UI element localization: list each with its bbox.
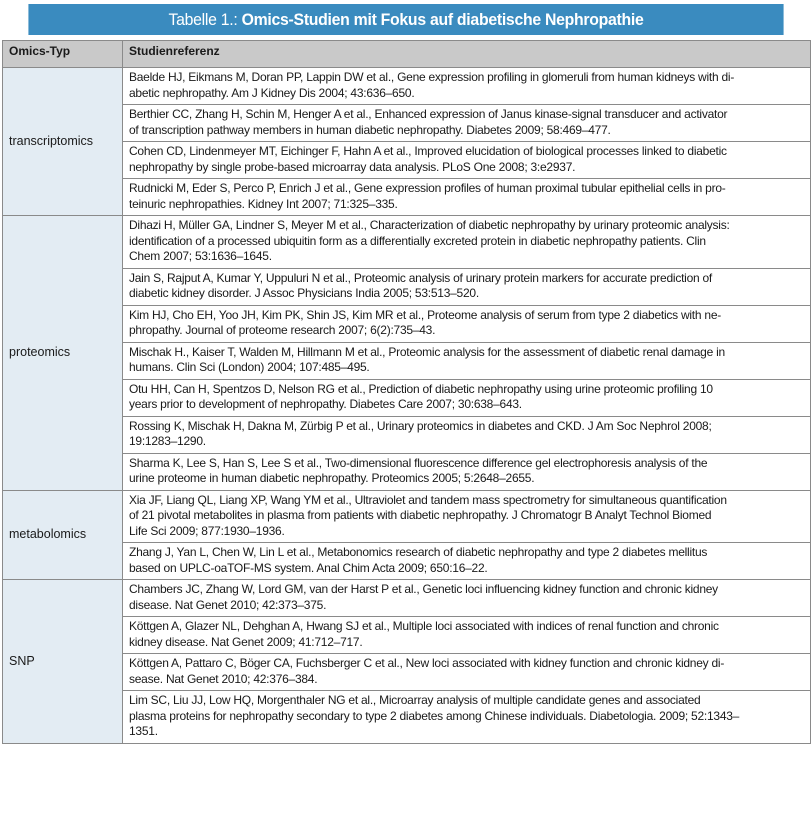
table-row (3, 543, 811, 580)
study-reference-cell (123, 490, 811, 543)
reference-line: sease. Nat Genet 2010; 42:376–384. (129, 671, 318, 686)
reference-line: Cohen CD, Lindenmeyer MT, Eichinger F, Hahn A et al., Improved elucidation of biological processes linked to diabetic (129, 144, 727, 158)
reference-line: kidney disease. Nat Genet 2009; 41:712–717. (129, 634, 363, 649)
reference-line: Mischak H., Kaiser T, Walden M, Hillmann M et al., Proteomic analysis for the assessment of diabetic renal damage in (129, 344, 725, 359)
reference-line: identification of a processed ubiquitin form as a differentially excreted protein in diabetic nephropathy patients. Clin (129, 233, 706, 248)
table-row (3, 268, 811, 305)
reference-line: Chem 2007; 53:1636–1645. (129, 249, 272, 263)
study-reference-cell (123, 453, 811, 490)
study-reference-cell (123, 305, 811, 342)
reference-line: of 21 pivotal metabolites in plasma from patients with diabetic nephropathy. J Chromatogr B Analyt Technol Biomed (129, 508, 712, 522)
reference-line: Dihazi H, Müller GA, Lindner S, Meyer M et al., Characterization of diabetic nephropathy by urinary proteomic analysis: (129, 218, 730, 232)
reference-line: Otu HH, Can H, Spentzos D, Nelson RG et al., Prediction of diabetic nephropathy using urine proteomic profiling 10 (129, 381, 713, 396)
reference-line: Köttgen A, Pattaro C, Böger CA, Fuchsberger C et al., New loci associated with kidney function and chronic kidney di- (129, 656, 725, 670)
header-omics-type: Omics-Typ (3, 41, 123, 68)
reference-line: humans. Clin Sci (London) 2004; 107:485–495. (129, 360, 370, 374)
study-reference-cell (123, 543, 811, 580)
reference-line: Lim SC, Liu JJ, Low HQ, Morgenthaler NG et al., Microarray analysis of multiple candidate genes and associated (129, 693, 701, 707)
reference-line: based on UPLC-oaTOF-MS system. Anal Chim Acta 2009; 650:16–22. (129, 560, 488, 575)
reference-line: diabetic kidney disorder. J Assoc Physicians India 2005; 53:513–520. (129, 286, 479, 300)
study-reference-cell (123, 654, 811, 691)
table-row (3, 216, 811, 269)
reference-line: abetic nephropathy. Am J Kidney Dis 2004; 43:636–650. (129, 85, 415, 100)
reference-line: Berthier CC, Zhang H, Schin M, Henger A et al., Enhanced expression of Janus kinase-signal transducer and activator (129, 107, 728, 121)
reference-line: 19:1283–1290. (129, 434, 206, 448)
study-reference-cell (123, 379, 811, 416)
study-reference-cell (123, 68, 811, 105)
reference-line: Rossing K, Mischak H, Dakna M, Zürbig P et al., Urinary proteomics in diabetes and CKD. J Am Soc Nephrol 2008; (129, 418, 712, 433)
table-row (3, 654, 811, 691)
study-reference-cell (123, 268, 811, 305)
reference-line: Life Sci 2009; 877:1930–1936. (129, 523, 285, 538)
reference-line: Xia JF, Liang QL, Liang XP, Wang YM et al., Ultraviolet and tandem mass spectrometry for simultaneous quantification (129, 492, 727, 507)
study-reference-cell (123, 416, 811, 453)
reference-line: Rudnicki M, Eder S, Perco P, Enrich J et al., Gene expression profiles of human proximal tubular epithelial cells in pro- (129, 181, 726, 195)
table-row (3, 416, 811, 453)
table-row (3, 580, 811, 617)
table-row (3, 342, 811, 379)
table-body (3, 68, 811, 744)
reference-line: urine proteome in human diabetic nephropathy. Proteomics 2005; 5:2648–2655. (129, 471, 535, 485)
study-reference-cell (123, 216, 811, 269)
reference-line: of transcription pathway members in human diabetic nephropathy. Diabetes 2009; 58:469–477. (129, 122, 611, 137)
reference-line: 1351. (129, 724, 158, 738)
reference-line: teinuric nephropathies. Kidney Int 2007; 71:325–335. (129, 196, 398, 211)
table-header-row (3, 41, 811, 68)
table-number: Tabelle 1.: (168, 10, 238, 29)
table-row (3, 453, 811, 490)
table-caption: Omics-Studien mit Fokus auf diabetische Nephropathie (241, 10, 644, 29)
reference-line: Kim HJ, Cho EH, Yoo JH, Kim PK, Shin JS, Kim MR et al., Proteome analysis of serum from type 2 diabetics with ne- (129, 307, 721, 322)
omics-type-cell: metabolomics (3, 490, 123, 580)
table-row (3, 142, 811, 179)
reference-line: disease. Nat Genet 2010; 42:373–375. (129, 597, 327, 612)
omics-type-cell: SNP (3, 580, 123, 744)
study-reference-cell (123, 691, 811, 744)
omics-type-cell: transcriptomics (3, 68, 123, 216)
reference-line: Zhang J, Yan L, Chen W, Lin L et al., Metabonomics research of diabetic nephropathy and type 2 diabetes mellitus (129, 545, 708, 559)
study-reference-cell (123, 580, 811, 617)
reference-line: Sharma K, Lee S, Han S, Lee S et al., Two-dimensional fluorescence difference gel electrophoresis analysis of the (129, 455, 708, 470)
table-title (28, 4, 783, 35)
header-study-reference: Studienreferenz (123, 41, 811, 68)
omics-studies-table (2, 40, 811, 744)
table-row (3, 490, 811, 543)
table-row (3, 105, 811, 142)
reference-line: phropathy. Journal of proteome research 2007; 6(2):735–43. (129, 323, 436, 337)
reference-line: Jain S, Rajput A, Kumar Y, Uppuluri N et al., Proteomic analysis of urinary protein markers for accurate prediction of (129, 270, 713, 285)
table-row (3, 179, 811, 216)
table-row (3, 617, 811, 654)
table-row (3, 379, 811, 416)
study-reference-cell (123, 342, 811, 379)
reference-line: years prior to development of nephropathy. Diabetes Care 2007; 30:638–643. (129, 397, 522, 411)
table-row (3, 691, 811, 744)
table-row (3, 305, 811, 342)
reference-line: nephropathy by single probe-based microarray data analysis. PLoS One 2008; 3:e2937. (129, 159, 576, 174)
study-reference-cell (123, 179, 811, 216)
reference-line: plasma proteins for nephropathy secondary to type 2 diabetes among Chinese individuals. Diabetologia. 2009; 52:1343– (129, 708, 740, 723)
study-reference-cell (123, 142, 811, 179)
study-reference-cell (123, 617, 811, 654)
table-row (3, 68, 811, 105)
reference-line: Chambers JC, Zhang W, Lord GM, van der Harst P et al., Genetic loci influencing kidney function and chronic kidney (129, 582, 718, 596)
study-reference-cell (123, 105, 811, 142)
reference-line: Köttgen A, Glazer NL, Dehghan A, Hwang SJ et al., Multiple loci associated with indices of renal function and chronic (129, 619, 719, 633)
reference-line: Baelde HJ, Eikmans M, Doran PP, Lappin DW et al., Gene expression profiling in glomeruli from human kidneys with di- (129, 70, 735, 84)
omics-type-cell: proteomics (3, 216, 123, 491)
